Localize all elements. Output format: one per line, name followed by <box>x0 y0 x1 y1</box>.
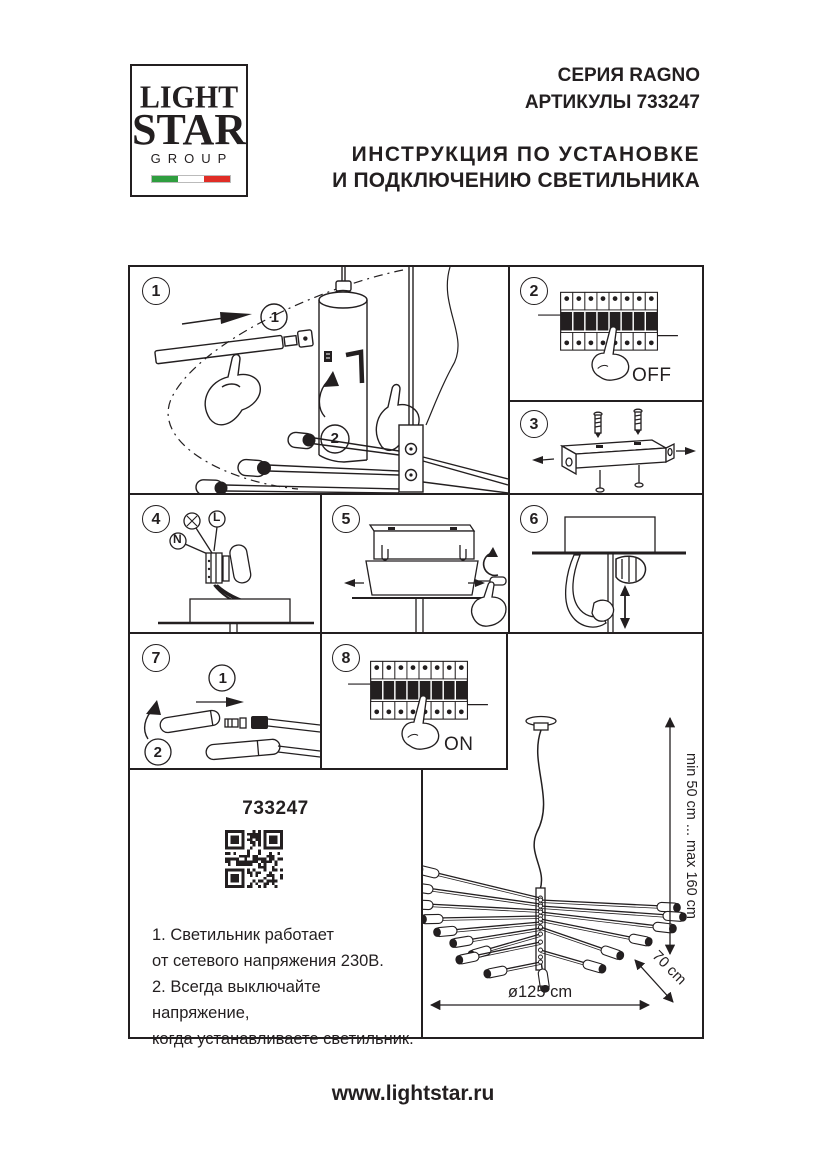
note-line-3: 2. Всегда выключайте напряжение, <box>152 978 321 1022</box>
website-url: www.lightstar.ru <box>331 1082 495 1105</box>
step-6-panel <box>510 495 702 634</box>
step-4-panel <box>130 495 322 634</box>
logo-light: LIGHT <box>139 80 239 115</box>
note-line-2: от сетевого напряжения 230В. <box>152 952 384 970</box>
qr-article-number: 733247 <box>242 798 309 819</box>
step-5-number: 5 <box>332 505 360 533</box>
safety-notes <box>152 922 414 1052</box>
step-2-number: 2 <box>520 277 548 305</box>
height-dimension-label: min 50 cm ... max 160 cm <box>683 753 699 919</box>
note-line-1: 1. Светильник работает <box>152 926 334 944</box>
dimension-drawing <box>423 702 702 1037</box>
note-line-4: когда устанавливаете светильник. <box>152 1030 414 1048</box>
step-4-n-label: N <box>173 532 183 546</box>
product-info-panel <box>130 770 423 1048</box>
step-1-drawing <box>130 267 508 493</box>
step-1-substep-1: 1 <box>270 309 280 326</box>
header <box>332 62 700 194</box>
step-5-panel <box>322 495 510 634</box>
step-2-off-label: OFF <box>632 365 672 386</box>
step-3-panel <box>510 402 702 495</box>
qr-code <box>225 830 283 888</box>
italian-flag-icon <box>151 175 231 183</box>
step-8-number: 8 <box>332 644 360 672</box>
step-7-number: 7 <box>142 644 170 672</box>
step-7-substep-1: 1 <box>218 670 228 687</box>
depth-dimension-label: 70 cm <box>648 947 690 989</box>
step-3-number: 3 <box>520 410 548 438</box>
step-7-panel <box>130 634 322 770</box>
step-1-number: 1 <box>142 277 170 305</box>
step-8-on-label: ON <box>444 734 474 755</box>
instruction-title-line1: ИНСТРУКЦИЯ ПО УСТАНОВКЕ <box>351 143 700 166</box>
lightstar-logo <box>130 64 248 197</box>
step-4-l-label: L <box>213 510 221 524</box>
step-6-number: 6 <box>520 505 548 533</box>
article-title: АРТИКУЛЫ 733247 <box>524 92 700 113</box>
step-4-number: 4 <box>142 505 170 533</box>
step-2-panel <box>510 267 702 402</box>
step-1-substep-2: 2 <box>330 430 340 447</box>
series-title: СЕРИЯ RAGNO <box>557 65 700 86</box>
logo-star: STAR <box>132 105 247 154</box>
instruction-title-line2: И ПОДКЛЮЧЕНИЮ СВЕТИЛЬНИКА <box>332 169 700 192</box>
diameter-dimension-label: ø125 cm <box>507 983 573 1001</box>
step-1-panel <box>130 267 510 495</box>
logo-group: GROUP <box>150 151 234 166</box>
step-7-substep-2: 2 <box>153 744 163 761</box>
instruction-grid <box>128 265 704 1048</box>
